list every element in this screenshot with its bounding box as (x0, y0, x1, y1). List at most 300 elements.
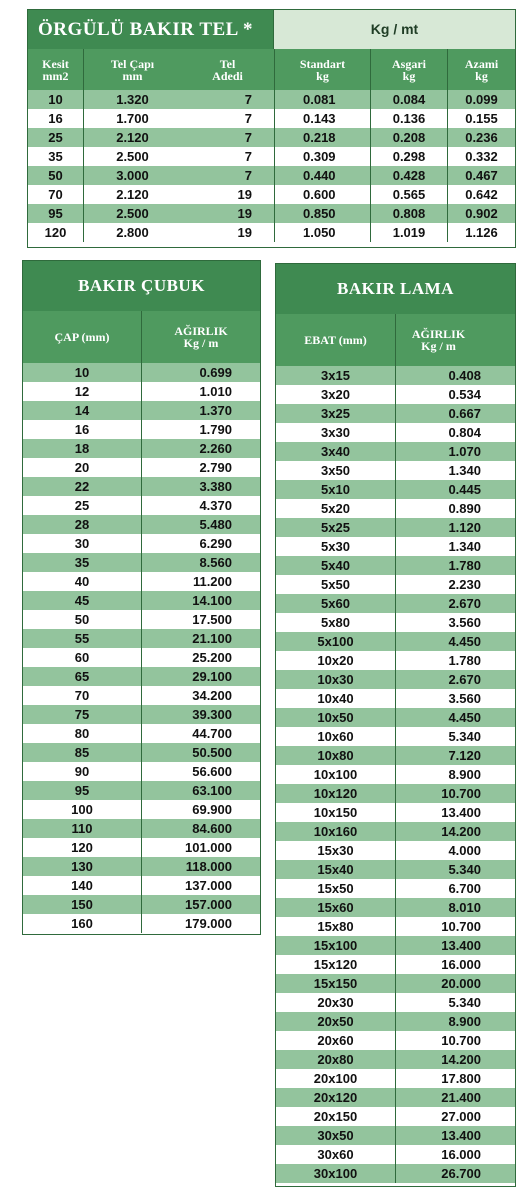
table-row (276, 613, 515, 632)
cubuk-title: BAKIR ÇUBUK (23, 261, 260, 311)
cell-azami: 1.126 (447, 223, 515, 242)
cell-ebat: 10x100 (313, 767, 358, 782)
cell-asgari: 0.208 (370, 128, 447, 147)
cell-ebat: 10x120 (313, 786, 358, 801)
cell-agirlik: 21.400 (395, 1088, 515, 1107)
cell-kesit: 95 (48, 206, 63, 221)
cell-agirlik: 1.370 (141, 401, 260, 420)
cell-cap: 40 (74, 574, 90, 589)
header-text: Tel Adedi (212, 56, 243, 83)
cell-cap: 70 (74, 688, 90, 703)
table-row (276, 1069, 515, 1088)
cell-agirlik: 2.790 (141, 458, 260, 477)
cell-cap: 55 (74, 631, 90, 646)
table-row (276, 461, 515, 480)
table-row (23, 648, 260, 667)
table-row (276, 1107, 515, 1126)
cell-azami: 0.155 (447, 109, 515, 128)
cell-agirlik: 8.900 (395, 1012, 515, 1031)
cell-cap: 85 (74, 745, 90, 760)
cell-cap: 75 (74, 707, 90, 722)
cell-agirlik: 8.010 (395, 898, 515, 917)
cell-cap: 35 (74, 555, 90, 570)
table-row (23, 515, 260, 534)
cell-azami: 0.236 (447, 128, 515, 147)
table-row (23, 762, 260, 781)
cell-kesit: 70 (48, 187, 63, 202)
cell-cap: 60 (74, 650, 90, 665)
cell-kesit: 50 (48, 168, 63, 183)
table-row (23, 819, 260, 838)
cell-agirlik: 1.340 (395, 537, 515, 556)
cell-asgari: 0.298 (370, 147, 447, 166)
cell-ebat: 3x25 (321, 406, 350, 421)
header-tel-capi (83, 49, 181, 90)
table-row (276, 366, 515, 385)
table-row (23, 895, 260, 914)
lama-body (276, 366, 515, 1183)
cell-cap: 22 (74, 479, 90, 494)
cell-agirlik: 7.120 (395, 746, 515, 765)
header-cap (23, 311, 141, 363)
cell-ebat: 5x40 (321, 558, 350, 573)
cell-agirlik: 25.200 (141, 648, 260, 667)
cell-agirlik: 27.000 (395, 1107, 515, 1126)
bakir-cubuk-table (22, 260, 261, 935)
table-row (276, 404, 515, 423)
cell-ebat: 30x60 (317, 1147, 354, 1162)
cell-tel-capi: 2.120 (83, 128, 181, 147)
cell-asgari: 1.019 (370, 223, 447, 242)
table-row (276, 727, 515, 746)
header-tel-adedi (181, 49, 274, 90)
table-row (276, 879, 515, 898)
table-row (276, 442, 515, 461)
cell-tel-adedi: 19 (237, 187, 252, 202)
cell-agirlik: 13.400 (395, 803, 515, 822)
header-ebat (276, 314, 395, 366)
table-row (276, 765, 515, 784)
cell-ebat: 15x60 (317, 900, 354, 915)
cell-standart: 0.309 (274, 147, 370, 166)
table-row (276, 974, 515, 993)
cell-agirlik: 1.780 (395, 651, 515, 670)
cell-ebat: 20x80 (317, 1052, 354, 1067)
table-row (23, 572, 260, 591)
table-row (276, 917, 515, 936)
cell-tel-adedi: 7 (244, 168, 252, 183)
cell-ebat: 30x50 (317, 1128, 354, 1143)
cell-ebat: 10x40 (317, 691, 354, 706)
cell-agirlik: 3.560 (395, 613, 515, 632)
cell-ebat: 15x80 (317, 919, 354, 934)
table-row (276, 708, 515, 727)
cell-agirlik: 21.100 (141, 629, 260, 648)
cell-agirlik: 13.400 (395, 936, 515, 955)
table-row (276, 1012, 515, 1031)
cell-ebat: 5x60 (321, 596, 350, 611)
cell-cap: 120 (71, 840, 93, 855)
orgulu-unit-label: Kg / mt (273, 10, 515, 49)
cell-tel-capi: 1.700 (83, 109, 181, 128)
cell-standart: 0.218 (274, 128, 370, 147)
cell-cap: 16 (74, 422, 90, 437)
cell-azami: 0.467 (447, 166, 515, 185)
table-row (23, 629, 260, 648)
table-row (276, 385, 515, 404)
cell-agirlik: 4.370 (141, 496, 260, 515)
cell-ebat: 20x60 (317, 1033, 354, 1048)
cell-agirlik: 44.700 (141, 724, 260, 743)
cell-ebat: 20x100 (313, 1071, 358, 1086)
table-row (23, 591, 260, 610)
table-row (276, 784, 515, 803)
table-row (23, 667, 260, 686)
cell-standart: 1.050 (274, 223, 370, 242)
table-row (276, 898, 515, 917)
cell-ebat: 15x40 (317, 862, 354, 877)
table-row (276, 746, 515, 765)
cell-agirlik: 5.340 (395, 993, 515, 1012)
header-asgari (370, 49, 447, 90)
cell-standart: 0.081 (274, 90, 370, 109)
cell-agirlik: 1.790 (141, 420, 260, 439)
table-row (276, 480, 515, 499)
header-text: Tel Çapı mm (110, 56, 155, 83)
cell-tel-adedi: 19 (237, 206, 252, 221)
table-row (276, 1145, 515, 1164)
cell-agirlik: 0.890 (395, 499, 515, 518)
table-row (276, 993, 515, 1012)
table-row (276, 936, 515, 955)
cell-azami: 0.642 (447, 185, 515, 204)
header-text: Asgari kg (392, 56, 426, 83)
cell-agirlik: 26.700 (395, 1164, 515, 1183)
cell-agirlik: 0.804 (395, 423, 515, 442)
cell-cap: 80 (74, 726, 90, 741)
cell-tel-adedi: 7 (244, 92, 252, 107)
table-row (23, 363, 260, 382)
table-row (23, 610, 260, 629)
cell-agirlik: 5.340 (395, 860, 515, 879)
table-row (23, 838, 260, 857)
table-row (23, 686, 260, 705)
cell-agirlik: 16.000 (395, 955, 515, 974)
table-row (276, 689, 515, 708)
cell-tel-adedi: 7 (244, 149, 252, 164)
table-row (23, 914, 260, 933)
cell-cap: 95 (74, 783, 90, 798)
table-row (28, 185, 515, 204)
cell-agirlik: 10.700 (395, 784, 515, 803)
cell-tel-capi: 1.320 (83, 90, 181, 109)
cell-agirlik: 20.000 (395, 974, 515, 993)
cell-agirlik: 101.000 (141, 838, 260, 857)
cell-agirlik: 4.450 (395, 708, 515, 727)
cell-azami: 0.099 (447, 90, 515, 109)
cell-agirlik: 4.450 (395, 632, 515, 651)
cell-agirlik: 16.000 (395, 1145, 515, 1164)
cell-ebat: 15x150 (313, 976, 358, 991)
cell-cap: 90 (74, 764, 90, 779)
cell-ebat: 10x50 (317, 710, 354, 725)
bakir-lama-table (275, 263, 516, 1187)
cell-cap: 45 (74, 593, 90, 608)
cell-agirlik: 17.800 (395, 1069, 515, 1088)
cell-cap: 160 (71, 916, 93, 931)
cell-agirlik: 13.400 (395, 1126, 515, 1145)
cell-tel-adedi: 7 (244, 111, 252, 126)
cell-tel-capi: 2.800 (83, 223, 181, 242)
table-row (23, 781, 260, 800)
cell-agirlik: 2.670 (395, 670, 515, 689)
cell-kesit: 16 (48, 111, 63, 126)
cell-agirlik: 56.600 (141, 762, 260, 781)
cell-ebat: 30x100 (313, 1166, 358, 1181)
cell-agirlik: 0.445 (395, 480, 515, 499)
cell-agirlik: 8.560 (141, 553, 260, 572)
cell-agirlik: 1.780 (395, 556, 515, 575)
header-text: EBAT (mm) (304, 333, 367, 347)
table-row (276, 1050, 515, 1069)
table-row (276, 841, 515, 860)
cell-ebat: 10x30 (317, 672, 354, 687)
table-row (23, 458, 260, 477)
cell-agirlik: 1.120 (395, 518, 515, 537)
cell-agirlik: 137.000 (141, 876, 260, 895)
cell-agirlik: 63.100 (141, 781, 260, 800)
cell-tel-adedi: 7 (244, 130, 252, 145)
cell-standart: 0.143 (274, 109, 370, 128)
cell-ebat: 10x60 (317, 729, 354, 744)
cell-standart: 0.440 (274, 166, 370, 185)
cell-agirlik: 84.600 (141, 819, 260, 838)
cell-azami: 0.902 (447, 204, 515, 223)
cell-ebat: 5x50 (321, 577, 350, 592)
header-text: Standart kg (299, 56, 346, 83)
cell-ebat: 5x20 (321, 501, 350, 516)
table-row (28, 204, 515, 223)
cell-cap: 10 (74, 365, 90, 380)
table-row (28, 90, 515, 109)
table-row (23, 857, 260, 876)
table-row (276, 1126, 515, 1145)
cell-kesit: 35 (48, 149, 63, 164)
table-row (28, 166, 515, 185)
table-row (28, 223, 515, 242)
cell-agirlik: 5.340 (395, 727, 515, 746)
table-row (23, 800, 260, 819)
cell-agirlik: 1.010 (141, 382, 260, 401)
header-text: Azami kg (464, 56, 499, 83)
table-row (28, 109, 515, 128)
cell-ebat: 20x50 (317, 1014, 354, 1029)
cell-ebat: 5x10 (321, 482, 350, 497)
cell-agirlik: 179.000 (141, 914, 260, 933)
header-text: ÇAP (mm) (54, 330, 110, 344)
cell-asgari: 0.136 (370, 109, 447, 128)
cell-cap: 12 (74, 384, 90, 399)
cubuk-header-row (23, 311, 260, 363)
cell-cap: 20 (74, 460, 90, 475)
cell-agirlik: 2.260 (141, 439, 260, 458)
cell-agirlik: 6.290 (141, 534, 260, 553)
cell-agirlik: 34.200 (141, 686, 260, 705)
table-row (276, 955, 515, 974)
cell-ebat: 5x100 (317, 634, 354, 649)
cell-tel-capi: 2.500 (83, 147, 181, 166)
cell-agirlik: 1.070 (395, 442, 515, 461)
orgulu-title: ÖRGÜLÜ BAKIR TEL * (28, 10, 273, 49)
cell-agirlik: 17.500 (141, 610, 260, 629)
cell-agirlik: 8.900 (395, 765, 515, 784)
cell-ebat: 15x50 (317, 881, 354, 896)
table-row (276, 423, 515, 442)
cell-tel-capi: 2.500 (83, 204, 181, 223)
orgulu-bakir-tel-table (27, 9, 516, 248)
cell-agirlik: 2.230 (395, 575, 515, 594)
cell-standart: 0.600 (274, 185, 370, 204)
cell-ebat: 10x80 (317, 748, 354, 763)
cell-agirlik: 0.667 (395, 404, 515, 423)
cell-asgari: 0.084 (370, 90, 447, 109)
cell-ebat: 15x30 (317, 843, 354, 858)
table-row (23, 705, 260, 724)
cell-agirlik: 10.700 (395, 917, 515, 936)
table-row (23, 553, 260, 572)
cell-standart: 0.850 (274, 204, 370, 223)
cell-cap: 130 (71, 859, 93, 874)
table-row (23, 724, 260, 743)
cell-cap: 25 (74, 498, 90, 513)
cell-ebat: 20x120 (313, 1090, 358, 1105)
cell-kesit: 10 (48, 92, 63, 107)
cell-agirlik: 11.200 (141, 572, 260, 591)
cell-agirlik: 10.700 (395, 1031, 515, 1050)
cell-cap: 50 (74, 612, 90, 627)
cell-cap: 18 (74, 441, 90, 456)
table-row (276, 632, 515, 651)
cell-ebat: 3x30 (321, 425, 350, 440)
table-row (276, 575, 515, 594)
cell-agirlik: 3.560 (395, 689, 515, 708)
header-azami (447, 49, 515, 90)
table-row (23, 420, 260, 439)
cell-agirlik: 3.380 (141, 477, 260, 496)
table-row (23, 496, 260, 515)
table-row (276, 537, 515, 556)
table-row (276, 499, 515, 518)
header-text: AĞIRLIK Kg / m (174, 324, 228, 350)
cell-ebat: 3x50 (321, 463, 350, 478)
table-row (23, 477, 260, 496)
cell-kesit: 120 (44, 225, 67, 240)
cell-cap: 100 (71, 802, 93, 817)
cell-cap: 140 (71, 878, 93, 893)
table-row (276, 860, 515, 879)
table-row (276, 651, 515, 670)
table-row (276, 556, 515, 575)
table-row (276, 594, 515, 613)
table-row (23, 743, 260, 762)
cell-agirlik: 6.700 (395, 879, 515, 898)
cell-cap: 150 (71, 897, 93, 912)
cell-agirlik: 0.534 (395, 385, 515, 404)
cell-cap: 28 (74, 517, 90, 532)
cell-agirlik: 69.900 (141, 800, 260, 819)
table-row (23, 439, 260, 458)
orgulu-header-row (28, 49, 515, 90)
table-row (28, 147, 515, 166)
cell-ebat: 5x80 (321, 615, 350, 630)
cell-ebat: 5x25 (321, 520, 350, 535)
cubuk-body (23, 363, 260, 933)
cell-asgari: 0.808 (370, 204, 447, 223)
table-row (276, 1164, 515, 1183)
cell-agirlik: 0.408 (395, 366, 515, 385)
orgulu-body (28, 90, 515, 242)
cell-asgari: 0.565 (370, 185, 447, 204)
lama-title: BAKIR LAMA (276, 264, 515, 314)
cell-ebat: 3x20 (321, 387, 350, 402)
table-row (23, 401, 260, 420)
cell-ebat: 10x150 (313, 805, 358, 820)
table-row (23, 382, 260, 401)
cell-agirlik: 14.100 (141, 591, 260, 610)
table-row (276, 803, 515, 822)
header-agirlik (395, 314, 515, 366)
cell-agirlik: 39.300 (141, 705, 260, 724)
cell-agirlik: 4.000 (395, 841, 515, 860)
header-agirlik (141, 311, 260, 363)
cell-cap: 14 (74, 403, 90, 418)
cell-agirlik: 2.670 (395, 594, 515, 613)
cell-ebat: 10x20 (317, 653, 354, 668)
cell-tel-capi: 2.120 (83, 185, 181, 204)
cell-asgari: 0.428 (370, 166, 447, 185)
cell-tel-adedi: 19 (237, 225, 252, 240)
table-row (23, 534, 260, 553)
cell-agirlik: 157.000 (141, 895, 260, 914)
cell-cap: 110 (71, 821, 93, 836)
cell-agirlik: 5.480 (141, 515, 260, 534)
table-row (276, 1088, 515, 1107)
table-row (276, 670, 515, 689)
orgulu-title-row (28, 10, 515, 49)
cell-agirlik: 29.100 (141, 667, 260, 686)
cell-ebat: 15x100 (313, 938, 358, 953)
cell-ebat: 3x40 (321, 444, 350, 459)
cell-cap: 30 (74, 536, 90, 551)
cell-ebat: 20x150 (313, 1109, 358, 1124)
table-row (276, 822, 515, 841)
cell-agirlik: 50.500 (141, 743, 260, 762)
table-row (28, 128, 515, 147)
table-row (23, 876, 260, 895)
cell-kesit: 25 (48, 130, 63, 145)
cell-ebat: 20x30 (317, 995, 354, 1010)
cell-agirlik: 14.200 (395, 1050, 515, 1069)
cell-cap: 65 (74, 669, 90, 684)
cell-tel-capi: 3.000 (83, 166, 181, 185)
header-text: Kesit mm2 (42, 56, 69, 83)
cell-ebat: 5x30 (321, 539, 350, 554)
cell-agirlik: 14.200 (395, 822, 515, 841)
header-standart (274, 49, 370, 90)
lama-header-row (276, 314, 515, 366)
cell-ebat: 3x15 (321, 368, 350, 383)
cell-ebat: 10x160 (313, 824, 358, 839)
